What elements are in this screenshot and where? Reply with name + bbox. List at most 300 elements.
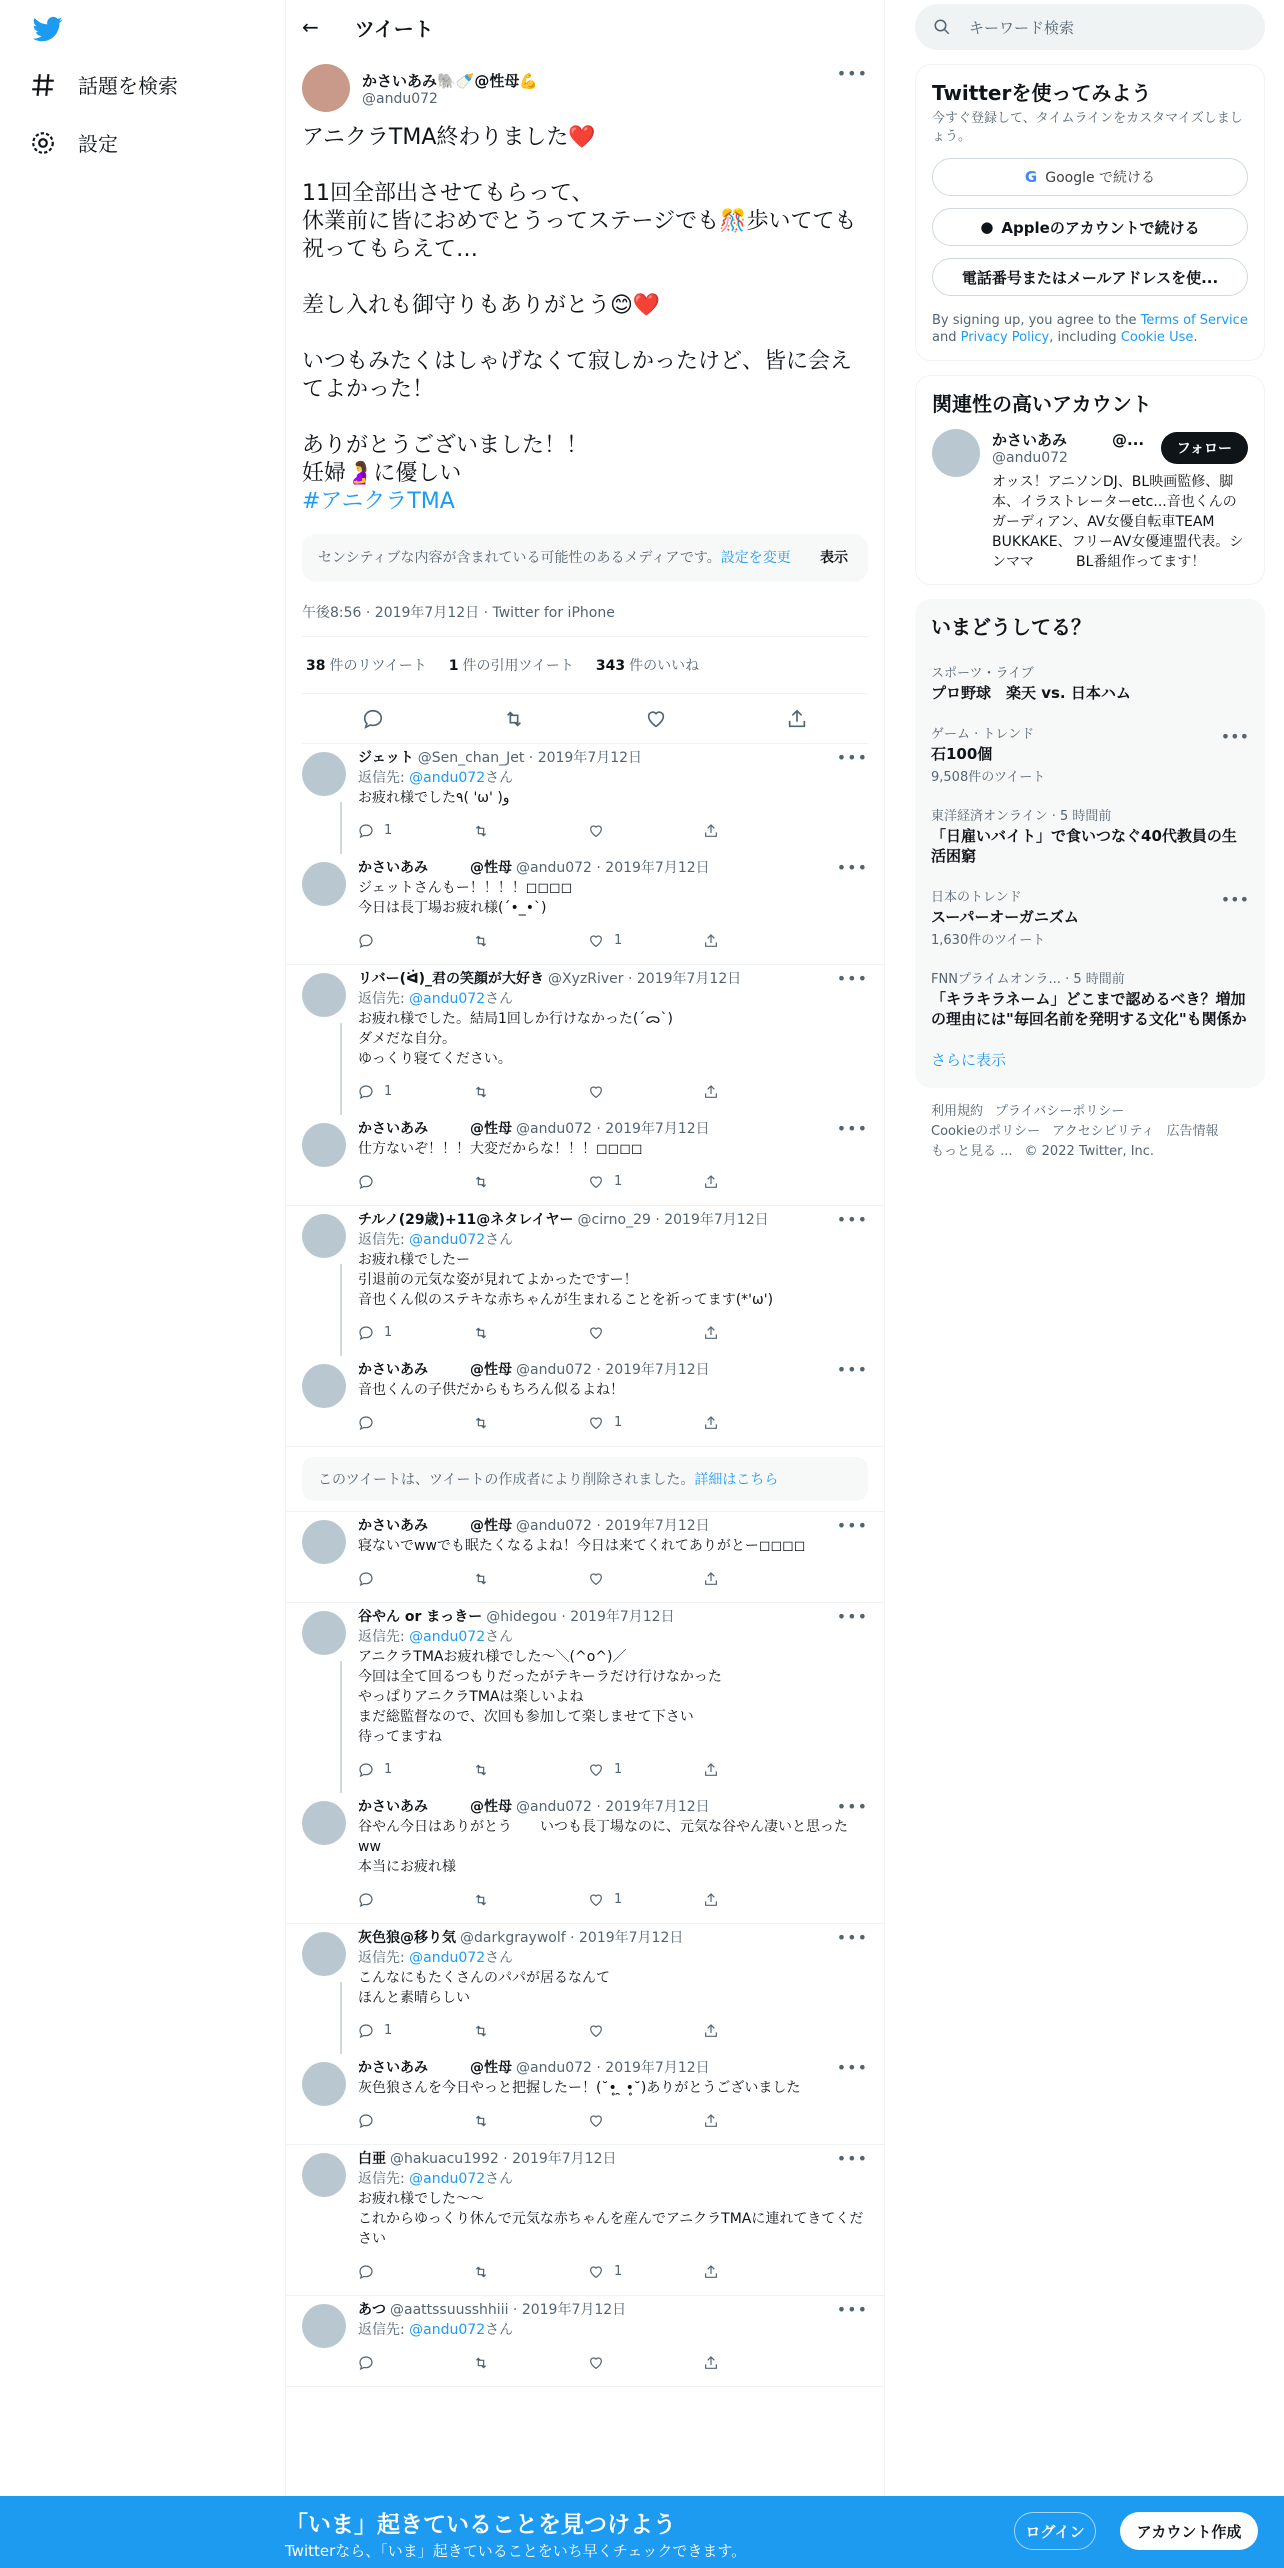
- footer-link[interactable]: Cookieのポリシー: [931, 1124, 1041, 1139]
- copyright: © 2022 Twitter, Inc.: [1024, 1144, 1155, 1159]
- reply-icon: [358, 1762, 374, 1778]
- like-button[interactable]: 1: [588, 1760, 703, 1780]
- like-icon: [588, 2113, 604, 2129]
- more-options-icon[interactable]: •••: [836, 2300, 868, 2319]
- like-icon: [588, 1174, 604, 1190]
- reply-tweet[interactable]: [286, 2145, 884, 2295]
- author-name[interactable]: かさいあみ🐘🍼@性母💪: [362, 71, 539, 90]
- more-options-icon[interactable]: •••: [836, 2149, 868, 2168]
- reply-list-2: [286, 1512, 884, 2387]
- like-button[interactable]: 1: [588, 1890, 703, 1910]
- sensitive-media-warning: [302, 534, 868, 582]
- like-icon: [588, 1325, 604, 1341]
- reply-author-name[interactable]: かさいあみ @性母: [358, 1362, 512, 1378]
- reply-icon: [358, 1325, 374, 1341]
- retweet-button[interactable]: [473, 1415, 588, 1431]
- google-signup-button[interactable]: G Google で続ける: [932, 158, 1248, 196]
- share-button[interactable]: [703, 2264, 818, 2280]
- reply-tweet[interactable]: [286, 1924, 884, 2054]
- reply-button[interactable]: [358, 1571, 473, 1587]
- reply-text: お疲れ様でした٩( 'ω' )و: [358, 790, 510, 806]
- like-icon: [588, 823, 604, 839]
- footer-link[interactable]: もっと見る ...: [931, 1144, 1013, 1159]
- like-icon: [588, 2023, 604, 2039]
- reply-tweet[interactable]: [286, 1603, 884, 1793]
- like-button[interactable]: [588, 823, 703, 839]
- follow-button[interactable]: フォロー: [1161, 432, 1248, 464]
- reply-author-handle[interactable]: @andu072 · 2019年7月12日: [516, 1518, 710, 1534]
- share-icon: [703, 1571, 719, 1587]
- reply-icon: [358, 1174, 374, 1190]
- more-options-icon[interactable]: •••: [836, 1210, 868, 1229]
- like-button[interactable]: [588, 1571, 703, 1587]
- share-icon[interactable]: [786, 708, 808, 730]
- gear-icon: [30, 130, 56, 156]
- more-options-icon[interactable]: •••: [836, 1607, 868, 1626]
- reply-to: 返信先: @andu072さん: [358, 991, 514, 1007]
- learn-more-link[interactable]: 詳細はこちら: [694, 1472, 779, 1488]
- reply-to-link[interactable]: @andu072: [409, 1629, 486, 1645]
- more-options-icon[interactable]: •••: [836, 1360, 868, 1379]
- reply-author-handle[interactable]: @hakuacu1992 · 2019年7月12日: [390, 2151, 617, 2167]
- more-options-icon[interactable]: •••: [836, 748, 868, 767]
- share-icon: [703, 1084, 719, 1100]
- nav-settings-label: 設定: [78, 132, 118, 156]
- reply-icon[interactable]: [362, 708, 384, 730]
- main-tweet: [286, 54, 884, 744]
- like-button[interactable]: [588, 2023, 703, 2039]
- nav-explore[interactable]: [30, 70, 178, 99]
- avatar[interactable]: [302, 973, 346, 1017]
- reply-to: 返信先: @andu072さん: [358, 1629, 514, 1645]
- tweet-paragraph: いつもみたくはしゃげなくて寂しかったけど、皆に会えてよかった！: [302, 349, 853, 402]
- avatar[interactable]: [302, 2062, 346, 2106]
- avatar[interactable]: [302, 752, 346, 796]
- bottom-bar-subtitle: Twitterなら、「いま」起きていることをいち早くチェックできます。: [285, 2542, 747, 2560]
- more-options-icon[interactable]: •••: [836, 2058, 868, 2077]
- change-settings-link[interactable]: 設定を変更: [720, 550, 791, 566]
- left-navigation: [0, 0, 285, 2568]
- retweet-button[interactable]: [473, 2355, 588, 2371]
- twitter-logo-icon[interactable]: [30, 14, 66, 44]
- trend-item[interactable]: [915, 713, 1265, 795]
- reply-button[interactable]: [358, 2355, 473, 2371]
- trend-title: 「日雇いバイト」で食いつなぐ40代教員の生活困窮: [931, 827, 1237, 865]
- like-button[interactable]: [588, 1084, 703, 1100]
- search-bar[interactable]: [915, 4, 1265, 50]
- share-button[interactable]: [703, 1762, 818, 1778]
- reply-to: 返信先: @andu072さん: [358, 2322, 514, 2338]
- reply-button[interactable]: [358, 2264, 473, 2280]
- more-options-icon[interactable]: •••: [836, 1928, 868, 1947]
- trend-item[interactable]: [915, 652, 1265, 713]
- share-icon: [703, 2113, 719, 2129]
- reply-icon: [358, 1415, 374, 1431]
- deleted-notice-text: このツイートは、ツイートの作成者により削除されました。: [318, 1472, 695, 1488]
- more-options-icon[interactable]: •••: [1220, 890, 1249, 909]
- reply-button[interactable]: [358, 1892, 473, 1908]
- related-name[interactable]: かさいあみ @...: [992, 431, 1145, 449]
- avatar[interactable]: [302, 64, 350, 112]
- reply-author-name[interactable]: かさいあみ @性母: [358, 1121, 512, 1137]
- retweet-icon: [473, 2113, 489, 2129]
- reply-tweet[interactable]: [286, 854, 884, 964]
- reply-author-name[interactable]: かさいあみ @性母: [358, 860, 512, 876]
- avatar[interactable]: [302, 2153, 346, 2197]
- signup-title: Twitterを使ってみよう: [932, 81, 1152, 105]
- avatar[interactable]: [302, 1364, 346, 1408]
- retweet-icon: [473, 1174, 489, 1190]
- retweet-button[interactable]: [473, 1325, 588, 1341]
- footer-link[interactable]: 広告情報: [1166, 1124, 1219, 1139]
- footer-link[interactable]: アクセシビリティ: [1052, 1124, 1155, 1139]
- retweet-button[interactable]: [473, 2023, 588, 2039]
- reply-author-name[interactable]: チルノ(29歳)+11@ネタレイヤー: [358, 1212, 574, 1228]
- reply-text: 寝ないでwwでも眠たくなるよね！今日は来てくれてありがとー◻︎◻︎◻︎◻︎: [358, 1538, 806, 1554]
- reply-tweet[interactable]: [286, 1115, 884, 1205]
- hashtag-link[interactable]: #アニクラTMA: [302, 489, 455, 514]
- reply-button[interactable]: 1: [358, 1323, 473, 1343]
- share-icon: [703, 2355, 719, 2371]
- reply-button[interactable]: 1: [358, 821, 473, 841]
- share-button[interactable]: [703, 1325, 818, 1341]
- trend-title: プロ野球 楽天 vs. 日本ハム: [931, 684, 1131, 702]
- reply-author-handle[interactable]: @andu072 · 2019年7月12日: [516, 1799, 710, 1815]
- bottom-signup-bar: [0, 2496, 1284, 2568]
- reply-text: アニクラTMAお疲れ様でした～＼(^o^)／ 今回は全て回るつもりだったがテキーラだけ行けなかった やっぱりアニクラTMAは楽しいよね まだ総監督なので、次回も参加して楽しませて下さい 待ってますね: [358, 1649, 722, 1745]
- retweet-icon: [473, 1892, 489, 1908]
- trend-context: スポーツ・ライブ: [931, 666, 1034, 681]
- reply-author-handle[interactable]: @Sen_chan_Jet · 2019年7月12日: [417, 750, 643, 766]
- avatar[interactable]: [302, 1801, 346, 1845]
- like-button[interactable]: [588, 1325, 703, 1341]
- like-button[interactable]: 1: [588, 1413, 703, 1433]
- tweet-paragraph: ありがとうございました！！ 妊婦🤰に優しい: [302, 433, 589, 486]
- reply-author-handle[interactable]: @hidegou · 2019年7月12日: [486, 1609, 675, 1625]
- like-icon: [588, 1571, 604, 1587]
- reply-icon: [358, 933, 374, 949]
- like-stat[interactable]: 343 件のいいね: [595, 658, 700, 674]
- related-title: 関連性の高いアカウント: [932, 392, 1152, 416]
- reply-tweet[interactable]: [286, 1356, 884, 1446]
- reply-icon: [358, 2113, 374, 2129]
- trend-item[interactable]: [915, 876, 1265, 958]
- apple-signup-button[interactable]: ● Appleのアカウントで続ける: [932, 208, 1248, 246]
- back-arrow-icon[interactable]: ←: [302, 15, 319, 39]
- quote-stat[interactable]: 1 件の引用ツイート: [448, 658, 574, 674]
- retweet-icon: [473, 2355, 489, 2371]
- page-title: ツイート: [354, 16, 434, 41]
- avatar[interactable]: [932, 429, 980, 477]
- trend-title: 「キラキラネーム」どこまで認めるべき？増加の理由には"毎回名前を発明する文化"も関係か: [931, 990, 1247, 1028]
- tweet-meta[interactable]: 午後8:56 · 2019年7月12日 · Twitter for iPhone: [302, 596, 868, 637]
- reply-author-handle[interactable]: @darkgraywolf · 2019年7月12日: [460, 1930, 684, 1946]
- google-icon: G: [1024, 168, 1038, 186]
- reply-author-handle[interactable]: @andu072 · 2019年7月12日: [516, 1362, 710, 1378]
- like-button[interactable]: [588, 2355, 703, 2371]
- trend-context: 東洋経済オンライン · 5 時間前: [931, 809, 1112, 824]
- like-button[interactable]: 1: [588, 1172, 703, 1192]
- retweet-button[interactable]: [473, 1892, 588, 1908]
- reply-icon: [358, 1571, 374, 1587]
- share-icon: [703, 1174, 719, 1190]
- apple-icon: ●: [980, 218, 994, 236]
- reply-author-handle[interactable]: @cirno_29 · 2019年7月12日: [577, 1212, 769, 1228]
- privacy-link[interactable]: Privacy Policy: [960, 330, 1050, 345]
- reply-to: 返信先: @andu072さん: [358, 1950, 514, 1966]
- reply-to: 返信先: @andu072さん: [358, 2171, 514, 2187]
- thread-line: [340, 1661, 342, 1793]
- more-options-icon[interactable]: •••: [836, 858, 868, 877]
- avatar[interactable]: [302, 1214, 346, 1258]
- reply-text: 灰色狼さんを今日やっと把握したー！(˘•̥ ̯ •̥˘)ありがとうございました: [358, 2080, 801, 2096]
- more-options-icon[interactable]: •••: [1220, 727, 1249, 746]
- reply-button[interactable]: 1: [358, 1082, 473, 1102]
- share-button[interactable]: [703, 933, 818, 949]
- retweet-button[interactable]: [473, 1762, 588, 1778]
- avatar[interactable]: [302, 2304, 346, 2348]
- share-button[interactable]: [703, 2355, 818, 2371]
- like-button[interactable]: 1: [588, 2262, 703, 2282]
- search-icon: [933, 18, 951, 36]
- share-icon: [703, 1762, 719, 1778]
- share-button[interactable]: [703, 1571, 818, 1587]
- right-sidebar: [915, 0, 1265, 1176]
- retweet-icon: [473, 1415, 489, 1431]
- share-icon: [703, 933, 719, 949]
- reply-text: お疲れ様でしたー 引退前の元気な姿が見れてよかったですー！ 音也くん似のステキな赤ちゃんが生まれることを祈ってます(*'ω'): [358, 1252, 774, 1308]
- reply-list: [286, 744, 884, 1447]
- retweet-stat[interactable]: 38 件のリツイート: [306, 658, 427, 674]
- retweet-icon: [473, 1084, 489, 1100]
- reply-icon: [358, 823, 374, 839]
- retweet-icon: [473, 2264, 489, 2280]
- share-icon: [703, 2023, 719, 2039]
- reply-button[interactable]: [358, 933, 473, 949]
- reply-to-link[interactable]: @andu072: [409, 1232, 486, 1248]
- reply-to-link[interactable]: @andu072: [409, 770, 486, 786]
- reply-text: 谷やん今日はありがとう いつも長丁場なのに、元気な谷やん凄いと思ったww 本当にお疲れ様: [358, 1819, 848, 1875]
- reply-button[interactable]: [358, 2113, 473, 2129]
- retweet-button[interactable]: [473, 1084, 588, 1100]
- reply-button[interactable]: [358, 1174, 473, 1190]
- reply-to-link[interactable]: @andu072: [409, 2322, 486, 2338]
- reply-author-handle[interactable]: @andu072 · 2019年7月12日: [516, 2060, 710, 2076]
- like-icon[interactable]: [645, 708, 667, 730]
- reply-author-name[interactable]: 谷やん or まっきー: [358, 1609, 483, 1625]
- trend-title: 石100個: [931, 745, 993, 763]
- retweet-button[interactable]: [473, 2264, 588, 2280]
- trends-card: [915, 599, 1265, 1088]
- like-icon: [588, 1762, 604, 1778]
- like-icon: [588, 1415, 604, 1431]
- reply-text: 音也くんの子供だからもちろん似るよね！: [358, 1382, 624, 1398]
- signup-card: [915, 64, 1265, 361]
- reply-icon: [358, 1084, 374, 1100]
- like-button[interactable]: 1: [588, 931, 703, 951]
- reply-author-name[interactable]: 白亜: [358, 2151, 386, 2167]
- nav-settings[interactable]: [30, 128, 118, 157]
- reply-to: 返信先: @andu072さん: [358, 1232, 514, 1248]
- footer-link[interactable]: 利用規約: [931, 1104, 984, 1119]
- reply-author-name[interactable]: あつ: [358, 2302, 386, 2318]
- retweet-icon: [473, 1325, 489, 1341]
- like-icon: [588, 933, 604, 949]
- reply-author-name[interactable]: かさいあみ @性母: [358, 2060, 512, 2076]
- share-button[interactable]: [703, 1892, 818, 1908]
- more-options-icon[interactable]: •••: [836, 1516, 868, 1535]
- reply-author-handle[interactable]: @andu072 · 2019年7月12日: [516, 1121, 710, 1137]
- related-accounts-card: [915, 375, 1265, 585]
- tweet-actions: [302, 694, 868, 744]
- reply-text: お疲れ様でした。結局1回しか行けなかった(´ᯅ`) ダメだな自分。 ゆっくり寝てください。: [358, 1011, 673, 1067]
- reply-to-link[interactable]: @andu072: [409, 1950, 486, 1966]
- main-column: [285, 0, 885, 2568]
- share-icon: [703, 1892, 719, 1908]
- share-button[interactable]: [703, 823, 818, 839]
- reply-icon: [358, 2264, 374, 2280]
- tweet-paragraph: 差し入れも御守りもありがとう😊❤️: [302, 293, 661, 318]
- login-button[interactable]: ログイン: [1014, 2512, 1096, 2550]
- retweet-button[interactable]: [473, 933, 588, 949]
- like-icon: [588, 2355, 604, 2371]
- related-handle[interactable]: @andu072: [992, 450, 1068, 466]
- trend-context: ゲーム · トレンド: [931, 727, 1035, 742]
- reply-tweet[interactable]: [286, 744, 884, 854]
- reply-author-name[interactable]: かさいあみ @性母: [358, 1518, 512, 1534]
- like-icon: [588, 1084, 604, 1100]
- retweet-icon: [473, 933, 489, 949]
- reply-text: こんなにもたくさんのパパが居るなんて ほんと素晴らしい: [358, 1970, 610, 2006]
- retweet-icon: [473, 2023, 489, 2039]
- sensitive-text: センシティブな内容が含まれている可能性のあるメディアです。: [318, 550, 721, 566]
- reply-tweet[interactable]: [286, 1793, 884, 1923]
- thread-line: [340, 802, 342, 854]
- show-button[interactable]: 表示: [820, 550, 848, 566]
- reply-author-handle[interactable]: @XyzRiver · 2019年7月12日: [548, 971, 742, 987]
- reply-tweet[interactable]: [286, 965, 884, 1115]
- reply-author-handle[interactable]: @andu072 · 2019年7月12日: [516, 860, 710, 876]
- retweet-button[interactable]: [473, 1571, 588, 1587]
- reply-tweet[interactable]: [286, 1206, 884, 1356]
- reply-author-name[interactable]: 灰色狼@移り気: [358, 1930, 456, 1946]
- share-button[interactable]: [703, 2113, 818, 2129]
- avatar[interactable]: [302, 1611, 346, 1655]
- footer-link[interactable]: プライバシーポリシー: [995, 1104, 1125, 1119]
- reply-tweet[interactable]: [286, 2296, 884, 2386]
- reply-tweet[interactable]: [286, 1512, 884, 1602]
- share-button[interactable]: [703, 1174, 818, 1190]
- trends-title: いまどうしてる？: [931, 615, 1091, 639]
- show-more-link[interactable]: さらに表示: [931, 1051, 1007, 1069]
- avatar[interactable]: [302, 862, 346, 906]
- reply-icon: [358, 1892, 374, 1908]
- share-icon: [703, 2264, 719, 2280]
- retweet-button[interactable]: [473, 1174, 588, 1190]
- retweet-icon[interactable]: [503, 708, 525, 730]
- reply-icon: [358, 2355, 374, 2371]
- signup-subtitle: 今すぐ登録して、タイムラインをカスタマイズしましょう。: [932, 111, 1243, 144]
- share-button[interactable]: [703, 1415, 818, 1431]
- trend-count: 9,508件のツイート: [931, 770, 1046, 785]
- signup-legal: By signing up, you agree to the Terms of Service and Privacy Policy, including Cookie Use.: [932, 313, 1248, 345]
- reply-to-link[interactable]: @andu072: [409, 2171, 486, 2187]
- signup-button[interactable]: アカウント作成: [1120, 2512, 1258, 2550]
- avatar[interactable]: [302, 1932, 346, 1976]
- trend-item[interactable]: [915, 795, 1265, 876]
- trend-count: 1,630件のツイート: [931, 933, 1046, 948]
- more-options-icon[interactable]: •••: [836, 64, 868, 83]
- reply-text: 仕方ないぞ！！！大変だからな！！！◻︎◻︎◻︎◻︎: [358, 1141, 643, 1157]
- share-button[interactable]: [703, 2023, 818, 2039]
- phone-signup-button[interactable]: 電話番号またはメールアドレスを使...: [932, 258, 1248, 296]
- deleted-tweet-notice: [302, 1457, 868, 1501]
- reply-author-handle[interactable]: @aattssuusshhiii · 2019年7月12日: [390, 2302, 627, 2318]
- bottom-bar-title: 「いま」起きていることを見つけよう: [285, 2512, 676, 2538]
- footer: [915, 1088, 1265, 1176]
- trend-title: スーパーオーガニズム: [931, 908, 1079, 926]
- like-icon: [588, 2264, 604, 2280]
- trend-context: 日本のトレンド: [931, 890, 1022, 905]
- reply-text: お疲れ様でした〜〜 これからゆっくり休んで元気な赤ちゃんを産んでアニクラTMAに連れてきてください: [358, 2191, 864, 2247]
- thread-line: [340, 1982, 342, 2054]
- reply-button[interactable]: 1: [358, 2021, 473, 2041]
- reply-to: 返信先: @andu072さん: [358, 770, 514, 786]
- reply-button[interactable]: [358, 1415, 473, 1431]
- trend-item[interactable]: [915, 958, 1265, 1039]
- tweet-paragraph: 11回全部出させてもらって、 休業前に皆におめでとうってステージでも🎊歩いてても祝ってもらえて…: [302, 181, 857, 262]
- reply-author-name[interactable]: ジェット: [358, 750, 414, 766]
- share-button[interactable]: [703, 1084, 818, 1100]
- like-icon: [588, 1892, 604, 1908]
- more-options-icon[interactable]: •••: [836, 1797, 868, 1816]
- retweet-icon: [473, 823, 489, 839]
- reply-author-name[interactable]: かさいあみ @性母: [358, 1799, 512, 1815]
- page-header: [286, 0, 884, 54]
- cookie-link[interactable]: Cookie Use: [1120, 330, 1194, 345]
- reply-author-name[interactable]: リバー(ᐛ)_君の笑顔が大好き: [358, 971, 545, 987]
- author-handle[interactable]: @andu072: [362, 90, 438, 107]
- tweet-stats: [302, 637, 868, 694]
- nav-explore-label: 話題を検索: [78, 74, 178, 98]
- tweet-paragraph: アニクラTMA終わりました❤️: [302, 125, 596, 150]
- hashtag-icon: [30, 72, 56, 98]
- search-input[interactable]: キーワード検索: [969, 18, 1075, 37]
- retweet-icon: [473, 1571, 489, 1587]
- retweet-button[interactable]: [473, 823, 588, 839]
- reply-button[interactable]: 1: [358, 1760, 473, 1780]
- avatar[interactable]: [302, 1123, 346, 1167]
- share-icon: [703, 823, 719, 839]
- more-options-icon[interactable]: •••: [836, 969, 868, 988]
- reply-tweet[interactable]: [286, 2054, 884, 2144]
- reply-to-link[interactable]: @andu072: [409, 991, 486, 1007]
- reply-icon: [358, 2023, 374, 2039]
- share-icon: [703, 1325, 719, 1341]
- reply-text: ジェットさんもー！！！！◻︎◻︎◻︎◻︎ 今日は長丁場お疲れ様(´•_•`): [358, 880, 573, 916]
- terms-link[interactable]: Terms of Service: [1140, 313, 1248, 328]
- more-options-icon[interactable]: •••: [836, 1119, 868, 1138]
- retweet-button[interactable]: [473, 2113, 588, 2129]
- like-button[interactable]: [588, 2113, 703, 2129]
- tweet-text: [302, 124, 868, 516]
- related-account[interactable]: [916, 429, 1264, 572]
- share-icon: [703, 1415, 719, 1431]
- avatar[interactable]: [302, 1520, 346, 1564]
- thread-line: [340, 1264, 342, 1356]
- thread-line: [340, 1023, 342, 1115]
- retweet-icon: [473, 1762, 489, 1778]
